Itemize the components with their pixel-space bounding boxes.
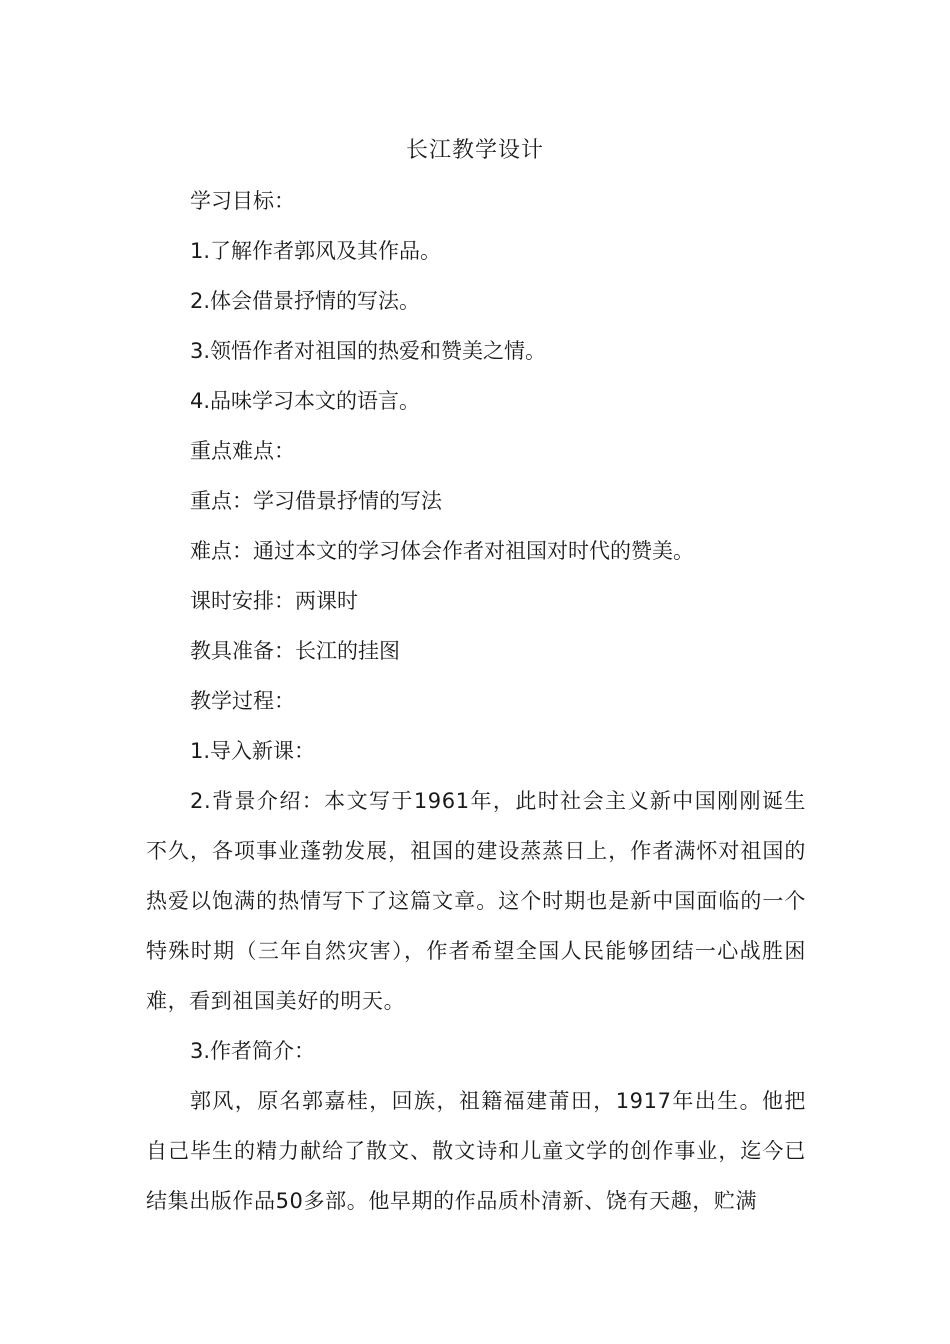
step-2-background-paragraph: 2.背景介绍：本文写于1961年，此时社会主义新中国刚刚诞生不久，各项事业蓬勃发展，祖国的建设蒸蒸日上，作者满怀对祖国的热爱以饱满的热情写下了这篇文章。这个时期也是新中国面临的一个特殊时期（三年自然灾害），作者希望全国人民能够团结一心战胜困难，看到祖国美好的明天。 bbox=[146, 789, 806, 1013]
author-paragraph: 郭风，原名郭嘉桂，回族，祖籍福建莆田，1917年出生。他把自己毕生的精力献给了散文、散文诗和儿童文学的创作事业，迄今已结集出版作品50多部。他早期的作品质朴清新、饶有天趣，贮满 bbox=[146, 1089, 806, 1213]
objective-item-4: 4.品味学习本文的语言。 bbox=[190, 389, 421, 413]
key-points-heading: 重点难点： bbox=[190, 439, 295, 463]
objective-item-1: 1.了解作者郭风及其作品。 bbox=[190, 239, 442, 263]
step-1-intro: 1.导入新课： bbox=[190, 739, 316, 763]
objective-item-3: 3.领悟作者对祖国的热爱和赞美之情。 bbox=[190, 339, 547, 363]
teaching-materials: 教具准备：长江的挂图 bbox=[190, 639, 400, 663]
objective-item-2: 2.体会借景抒情的写法。 bbox=[190, 289, 421, 313]
difficult-point: 难点：通过本文的学习体会作者对祖国对时代的赞美。 bbox=[190, 539, 694, 563]
step-3-author-heading: 3.作者简介： bbox=[190, 1039, 316, 1063]
objectives-heading: 学习目标： bbox=[190, 189, 295, 213]
process-heading: 教学过程： bbox=[190, 689, 295, 713]
key-point: 重点：学习借景抒情的写法 bbox=[190, 489, 442, 513]
document-title: 长江教学设计 bbox=[405, 138, 544, 163]
class-schedule: 课时安排：两课时 bbox=[190, 589, 358, 613]
